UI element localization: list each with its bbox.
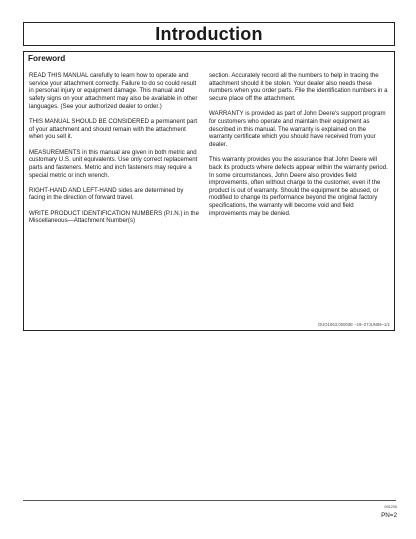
- footer-divider: [23, 500, 396, 501]
- footer-code: 091205: [384, 505, 397, 509]
- paragraph-warranty-assurance: This warranty provides you the assurance that John Deere will back its products where defects appear within the warranty period. In some circumstances, John Deere also provides field improvements, often without charge to the customer, even if the product is out of warranty. Should the equipment be abused, or modified to change its performance beyond the original factory specifications, the warranty will become void and field improvements may be denied.: [209, 156, 388, 217]
- paragraph-pin-continued: section. Accurately record all the numbers to help in tracing the attachment should it be stolen. Your dealer also needs these numbers when you order parts. File the identification numbers in a secure place off the attachment.: [209, 72, 388, 102]
- paragraph-sides: RIGHT-HAND AND LEFT-HAND sides are determined by facing in the direction of forward travel.: [29, 186, 184, 202]
- paragraph-permanent-part: THIS MANUAL SHOULD BE CONSIDERED a permanent part of your attachment and should remain with the attachment when you sell it.: [29, 117, 198, 141]
- paragraph-measurements: MEASUREMENTS in this manual are given in both metric and customary U.S. unit equivalents. Use only correct replacement parts and fasteners. Metric and inch fasteners may require a special metric or inch wrench.: [29, 148, 198, 179]
- left-column: [29, 72, 201, 225]
- paragraph-pin: WRITE PRODUCT IDENTIFICATION NUMBERS (P.I.N.) in the Miscellaneous—Attachment Number(s): [29, 209, 199, 225]
- section-heading: Foreword: [28, 54, 66, 63]
- reference-code: OUO1063,00003E –19–27JUN06–1/1: [318, 322, 390, 327]
- paragraph-warranty: WARRANTY is provided as part of John Deere's support program for customers who operate and maintain their equipment as described in this manual. The warranty is explained on the warranty certificate which you should have received from your dealer.: [209, 110, 386, 148]
- page-title: Introduction: [155, 24, 263, 44]
- page-number: PN=2: [381, 512, 397, 519]
- title-box: [23, 22, 395, 46]
- foreword-panel: [23, 51, 395, 331]
- paragraph-read-manual: READ THIS MANUAL carefully to learn how to operate and service your attachment correctly. Failure to do so could result in personal injury or equipment damage. This manual and safety signs on your attachment may also be available in other languages. (See your authorized dealer to order.): [29, 72, 198, 110]
- right-column: [209, 72, 389, 217]
